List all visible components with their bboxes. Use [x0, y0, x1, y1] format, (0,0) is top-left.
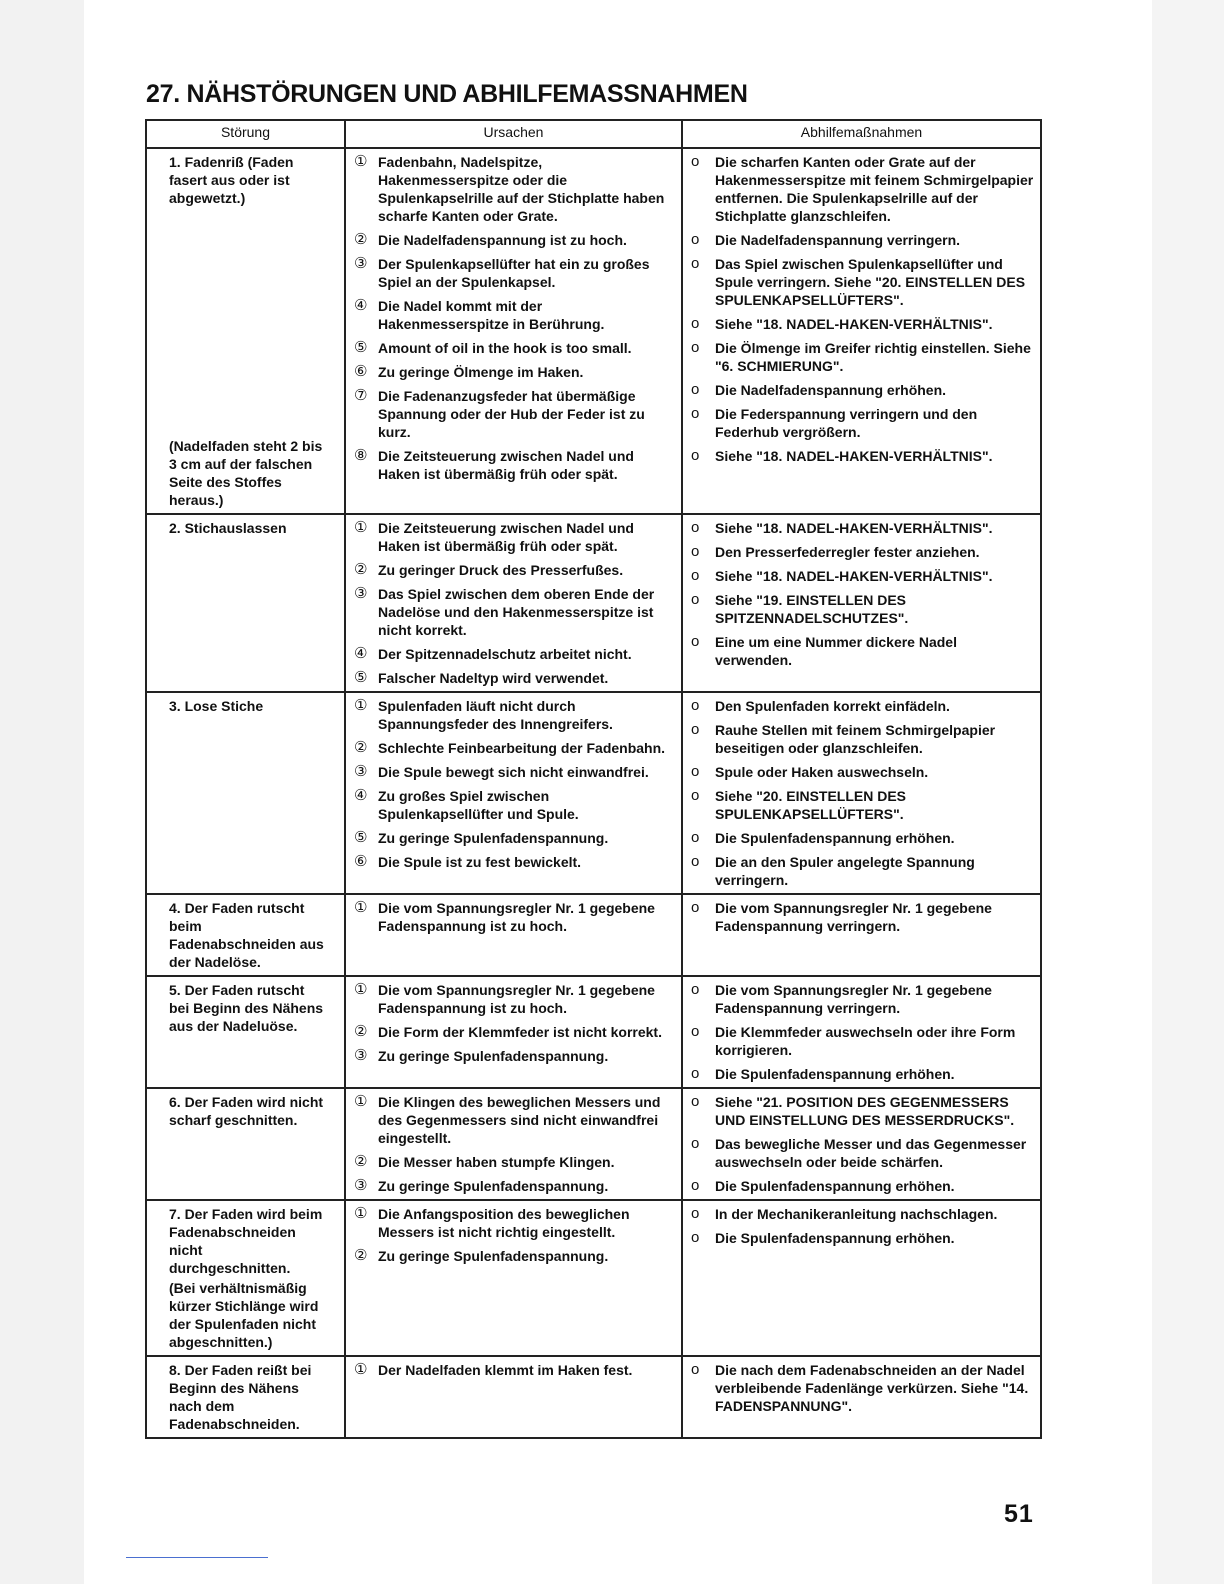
- remedy-item: [691, 787, 1034, 823]
- cause-cell: [345, 148, 682, 514]
- remedy-item: [691, 447, 1034, 465]
- remedy-text: In der Mechanikeranleitung nachschlagen.: [715, 1206, 998, 1222]
- table-row: [146, 1200, 1041, 1356]
- cause-number: ①: [354, 1361, 368, 1378]
- remedy-item: [691, 591, 1034, 627]
- cause-item: [354, 585, 675, 639]
- symptom-text: 2. Stichauslassen: [169, 520, 287, 536]
- bullet-icon: o: [691, 1229, 700, 1246]
- cause-number: ①: [354, 153, 368, 170]
- bullet-icon: o: [691, 829, 700, 846]
- cause-item: [354, 1247, 675, 1265]
- bullet-icon: o: [691, 1093, 700, 1110]
- cause-item: [354, 255, 675, 291]
- cause-text: Die Fadenanzugsfeder hat übermäßige Spannung oder der Hub der Feder ist zu kurz.: [378, 388, 645, 440]
- cause-item: [354, 981, 675, 1017]
- remedy-text: Rauhe Stellen mit feinem Schmirgelpapier beseitigen oder glanzschleifen.: [715, 722, 996, 756]
- cause-text: Die Klingen des beweglichen Messers und des Gegenmessers sind nicht einwandfrei eingestellt.: [378, 1094, 661, 1146]
- symptom-text: 5. Der Faden rutscht bei Beginn des Nähens aus der Nadeluöse.: [169, 982, 324, 1034]
- cause-text: Zu großes Spiel zwischen Spulenkapsellüfter und Spule.: [378, 788, 579, 822]
- remedy-item: [691, 519, 1034, 537]
- cause-number: ③: [354, 763, 368, 780]
- table-row: [146, 1356, 1041, 1438]
- remedy-item: [691, 829, 1034, 847]
- table-header-row: [146, 120, 1041, 148]
- bullet-icon: o: [691, 763, 700, 780]
- footer-rule: [126, 1557, 268, 1558]
- cause-text: Zu geringe Spulenfadenspannung.: [378, 1248, 609, 1264]
- cause-item: [354, 363, 675, 381]
- cause-number: ①: [354, 519, 368, 536]
- cause-text: Fadenbahn, Nadelspitze, Hakenmesserspitze oder die Spulenkapselrille auf der Stichplatte haben scharfe Kanten oder Grate.: [378, 154, 665, 224]
- cause-text: Zu geringe Spulenfadenspannung.: [378, 1178, 609, 1194]
- cause-item: [354, 1023, 675, 1041]
- cause-text: Das Spiel zwischen dem oberen Ende der Nadelöse und den Hakenmesserspitze ist nicht korrekt.: [378, 586, 655, 638]
- bullet-icon: o: [691, 339, 700, 356]
- cause-text: Die vom Spannungsregler Nr. 1 gegebene Fadenspannung ist zu hoch.: [378, 900, 655, 934]
- bullet-icon: o: [691, 231, 700, 248]
- remedy-text: Die nach dem Fadenabschneiden an der Nadel verbleibende Fadenlänge verkürzen. Siehe "14. FADENSPANNUNG".: [715, 1362, 1029, 1414]
- cause-item: [354, 787, 675, 823]
- cause-number: ④: [354, 297, 368, 314]
- cause-item: [354, 763, 675, 781]
- remedy-text: Die Klemmfeder auswechseln oder ihre Form korrigieren.: [715, 1024, 1016, 1058]
- remedy-item: [691, 1065, 1034, 1083]
- remedy-text: Siehe "19. EINSTELLEN DES SPITZENNADELSCHUTZES".: [715, 592, 909, 626]
- remedy-item: [691, 567, 1034, 585]
- cause-number: ⑦: [354, 387, 368, 404]
- remedy-text: Siehe "18. NADEL-HAKEN-VERHÄLTNIS".: [715, 520, 993, 536]
- remedy-item: [691, 543, 1034, 561]
- bullet-icon: o: [691, 1361, 700, 1378]
- remedy-text: Die Nadelfadenspannung verringern.: [715, 232, 961, 248]
- cause-number: ①: [354, 899, 368, 916]
- remedy-text: Die an den Spuler angelegte Spannung verringern.: [715, 854, 975, 888]
- cause-text: Spulenfaden läuft nicht durch Spannungsfeder des Innengreifers.: [378, 698, 613, 732]
- remedy-item: [691, 315, 1034, 333]
- cause-number: ⑥: [354, 363, 368, 380]
- cause-number: ④: [354, 787, 368, 804]
- header-remedy: Abhilfemaßnahmen: [682, 120, 1041, 148]
- bullet-icon: o: [691, 519, 700, 536]
- remedy-item: [691, 853, 1034, 889]
- cause-number: ②: [354, 561, 368, 578]
- table-row: [146, 692, 1041, 894]
- cause-text: Zu geringe Spulenfadenspannung.: [378, 1048, 609, 1064]
- bullet-icon: o: [691, 543, 700, 560]
- symptom-cell: [146, 1088, 345, 1200]
- cause-item: [354, 645, 675, 663]
- remedy-cell: [682, 148, 1041, 514]
- cause-cell: [345, 1356, 682, 1438]
- symptom-text: 7. Der Faden wird beim Fadenabschneiden nicht durchgeschnitten.: [169, 1206, 323, 1276]
- cause-item: [354, 231, 675, 249]
- remedy-item: [691, 1229, 1034, 1247]
- remedy-item: [691, 1135, 1034, 1171]
- remedy-cell: [682, 514, 1041, 692]
- cause-number: ①: [354, 697, 368, 714]
- remedy-cell: [682, 1088, 1041, 1200]
- symptom-text: 1. Fadenriß (Faden fasert aus oder ist abgewetzt.): [169, 154, 294, 206]
- cause-text: Der Nadelfaden klemmt im Haken fest.: [378, 1362, 633, 1378]
- cause-cell: [345, 976, 682, 1088]
- remedy-text: Die Federspannung verringern und den Federhub vergrößern.: [715, 406, 978, 440]
- cause-text: Die vom Spannungsregler Nr. 1 gegebene Fadenspannung ist zu hoch.: [378, 982, 655, 1016]
- cause-text: Schlechte Feinbearbeitung der Fadenbahn.: [378, 740, 666, 756]
- remedy-text: Siehe "18. NADEL-HAKEN-VERHÄLTNIS".: [715, 448, 993, 464]
- cause-item: [354, 447, 675, 483]
- cause-number: ②: [354, 231, 368, 248]
- remedy-item: [691, 231, 1034, 249]
- cause-number: ⑤: [354, 669, 368, 686]
- cause-number: ①: [354, 981, 368, 998]
- bullet-icon: o: [691, 1023, 700, 1040]
- bullet-icon: o: [691, 315, 700, 332]
- bullet-icon: o: [691, 1065, 700, 1082]
- page-margin-right: [1152, 0, 1224, 1584]
- remedy-item: [691, 153, 1034, 225]
- cause-item: [354, 829, 675, 847]
- remedy-item: [691, 1177, 1034, 1195]
- remedy-item: [691, 1023, 1034, 1059]
- bullet-icon: o: [691, 899, 700, 916]
- bullet-icon: o: [691, 405, 700, 422]
- cause-number: ②: [354, 1247, 368, 1264]
- page-number: 51: [1004, 1500, 1034, 1528]
- cause-number: ②: [354, 1023, 368, 1040]
- cause-number: ⑤: [354, 339, 368, 356]
- remedy-text: Siehe "18. NADEL-HAKEN-VERHÄLTNIS".: [715, 568, 993, 584]
- cause-item: [354, 739, 675, 757]
- bullet-icon: o: [691, 153, 700, 170]
- cause-number: ③: [354, 1177, 368, 1194]
- symptom-extra-note: (Nadelfaden steht 2 bis 3 cm auf der falschen Seite des Stoffes heraus.): [169, 438, 323, 508]
- bullet-icon: o: [691, 591, 700, 608]
- bullet-icon: o: [691, 255, 700, 272]
- remedy-text: Die Spulenfadenspannung erhöhen.: [715, 1066, 955, 1082]
- remedy-text: Die Nadelfadenspannung erhöhen.: [715, 382, 947, 398]
- cause-item: [354, 153, 675, 225]
- cause-number: ⑧: [354, 447, 368, 464]
- page-title: 27. NÄHSTÖRUNGEN UND ABHILFEMASSNAHMEN: [146, 80, 748, 108]
- remedy-item: [691, 899, 1034, 935]
- remedy-text: Die scharfen Kanten oder Grate auf der Hakenmesserspitze mit feinem Schmirgelpapier entfernen. Die Spulenkapselrille auf der Stichplatte glanzschleifen.: [715, 154, 1034, 224]
- cause-item: [354, 297, 675, 333]
- symptom-text: 6. Der Faden wird nicht scharf geschnitten.: [169, 1094, 324, 1128]
- table-row: [146, 148, 1041, 514]
- remedy-cell: [682, 894, 1041, 976]
- table-row: [146, 894, 1041, 976]
- remedy-item: [691, 381, 1034, 399]
- remedy-text: Die vom Spannungsregler Nr. 1 gegebene Fadenspannung verringern.: [715, 982, 992, 1016]
- cause-cell: [345, 1088, 682, 1200]
- cause-item: [354, 853, 675, 871]
- cause-text: Die Anfangsposition des beweglichen Messers ist nicht richtig eingestellt.: [378, 1206, 630, 1240]
- header-symptom: Störung: [146, 120, 345, 148]
- cause-text: Zu geringe Ölmenge im Haken.: [378, 364, 584, 380]
- cause-text: Die Nadelfadenspannung ist zu hoch.: [378, 232, 627, 248]
- symptom-note: (Bei verhältnismäßig kürzer Stichlänge wird der Spulenfaden nicht abgeschnitten.): [169, 1280, 319, 1350]
- remedy-item: [691, 255, 1034, 309]
- symptom-cell: [146, 692, 345, 894]
- remedy-item: [691, 1361, 1034, 1415]
- remedy-item: [691, 981, 1034, 1017]
- table-row: [146, 976, 1041, 1088]
- remedy-item: [691, 721, 1034, 757]
- table-row: [146, 1088, 1041, 1200]
- symptom-cell: [146, 1200, 345, 1356]
- cause-cell: [345, 894, 682, 976]
- cause-number: ①: [354, 1093, 368, 1110]
- cause-number: ⑤: [354, 829, 368, 846]
- cause-item: [354, 561, 675, 579]
- bullet-icon: o: [691, 633, 700, 650]
- cause-text: Der Spitzennadelschutz arbeitet nicht.: [378, 646, 632, 662]
- remedy-text: Die Ölmenge im Greifer richtig einstellen. Siehe "6. SCHMIERUNG".: [715, 340, 1031, 374]
- remedy-text: Den Presserfederregler fester anziehen.: [715, 544, 980, 560]
- cause-item: [354, 1177, 675, 1195]
- remedy-text: Spule oder Haken auswechseln.: [715, 764, 929, 780]
- remedy-text: Das bewegliche Messer und das Gegenmesser auswechseln oder beide schärfen.: [715, 1136, 1027, 1170]
- cause-number: ②: [354, 1153, 368, 1170]
- cause-number: ②: [354, 739, 368, 756]
- cause-cell: [345, 692, 682, 894]
- bullet-icon: o: [691, 1205, 700, 1222]
- remedy-item: [691, 405, 1034, 441]
- cause-text: Zu geringe Spulenfadenspannung.: [378, 830, 609, 846]
- remedy-cell: [682, 1200, 1041, 1356]
- cause-item: [354, 387, 675, 441]
- cause-cell: [345, 1200, 682, 1356]
- symptom-cell: [146, 514, 345, 692]
- remedy-cell: [682, 692, 1041, 894]
- remedy-text: Die Spulenfadenspannung erhöhen.: [715, 1230, 955, 1246]
- cause-text: Amount of oil in the hook is too small.: [378, 340, 632, 356]
- cause-item: [354, 339, 675, 357]
- cause-number: ⑥: [354, 853, 368, 870]
- cause-text: Die Form der Klemmfeder ist nicht korrekt.: [378, 1024, 662, 1040]
- remedy-item: [691, 763, 1034, 781]
- remedy-text: Den Spulenfaden korrekt einfädeln.: [715, 698, 950, 714]
- cause-text: Die Spule bewegt sich nicht einwandfrei.: [378, 764, 649, 780]
- bullet-icon: o: [691, 381, 700, 398]
- remedy-text: Die vom Spannungsregler Nr. 1 gegebene Fadenspannung verringern.: [715, 900, 992, 934]
- symptom-text: 4. Der Faden rutscht beim Fadenabschneiden aus der Nadelöse.: [169, 900, 324, 970]
- symptom-cell: [146, 894, 345, 976]
- remedy-item: [691, 1093, 1034, 1129]
- bullet-icon: o: [691, 981, 700, 998]
- remedy-text: Die Spulenfadenspannung erhöhen.: [715, 1178, 955, 1194]
- cause-text: Die Spule ist zu fest bewickelt.: [378, 854, 582, 870]
- cause-text: Die Zeitsteuerung zwischen Nadel und Haken ist übermäßig früh oder spät.: [378, 520, 634, 554]
- cause-number: ③: [354, 585, 368, 602]
- remedy-cell: [682, 976, 1041, 1088]
- cause-number: ①: [354, 1205, 368, 1222]
- remedy-item: [691, 697, 1034, 715]
- cause-item: [354, 1153, 675, 1171]
- bullet-icon: o: [691, 721, 700, 738]
- cause-item: [354, 1361, 675, 1379]
- symptom-cell: [146, 1356, 345, 1438]
- table-body: [146, 148, 1041, 1438]
- cause-number: ③: [354, 255, 368, 272]
- cause-item: [354, 1093, 675, 1147]
- remedy-text: Das Spiel zwischen Spulenkapsellüfter und Spule verringern. Siehe "20. EINSTELLEN DES SPULENKAPSELLÜFTERS".: [715, 256, 1026, 308]
- remedy-text: Siehe "21. POSITION DES GEGENMESSERS UND EINSTELLUNG DES MESSERDRUCKS".: [715, 1094, 1015, 1128]
- cause-item: [354, 669, 675, 687]
- remedy-item: [691, 339, 1034, 375]
- cause-text: Die Zeitsteuerung zwischen Nadel und Haken ist übermäßig früh oder spät.: [378, 448, 634, 482]
- bullet-icon: o: [691, 447, 700, 464]
- remedy-text: Siehe "20. EINSTELLEN DES SPULENKAPSELLÜFTERS".: [715, 788, 907, 822]
- cause-number: ④: [354, 645, 368, 662]
- bullet-icon: o: [691, 1135, 700, 1152]
- symptom-cell: [146, 148, 345, 514]
- cause-cell: [345, 514, 682, 692]
- table-row: [146, 514, 1041, 692]
- troubleshooting-table: [145, 119, 1042, 1439]
- symptom-text: 8. Der Faden reißt bei Beginn des Nähens nach dem Fadenabschneiden.: [169, 1362, 312, 1432]
- cause-text: Der Spulenkapsellüfter hat ein zu großes Spiel an der Spulenkapsel.: [378, 256, 650, 290]
- remedy-item: [691, 633, 1034, 669]
- cause-item: [354, 1205, 675, 1241]
- header-cause: Ursachen: [345, 120, 682, 148]
- bullet-icon: o: [691, 567, 700, 584]
- bullet-icon: o: [691, 1177, 700, 1194]
- bullet-icon: o: [691, 787, 700, 804]
- symptom-cell: [146, 976, 345, 1088]
- symptom-text: 3. Lose Stiche: [169, 698, 264, 714]
- cause-text: Die Messer haben stumpfe Klingen.: [378, 1154, 615, 1170]
- cause-text: Zu geringer Druck des Presserfußes.: [378, 562, 624, 578]
- cause-item: [354, 697, 675, 733]
- remedy-text: Die Spulenfadenspannung erhöhen.: [715, 830, 955, 846]
- remedy-cell: [682, 1356, 1041, 1438]
- remedy-text: Eine um eine Nummer dickere Nadel verwenden.: [715, 634, 957, 668]
- cause-item: [354, 1047, 675, 1065]
- cause-item: [354, 899, 675, 935]
- cause-text: Die Nadel kommt mit der Hakenmesserspitze in Berührung.: [378, 298, 605, 332]
- cause-item: [354, 519, 675, 555]
- bullet-icon: o: [691, 853, 700, 870]
- remedy-text: Siehe "18. NADEL-HAKEN-VERHÄLTNIS".: [715, 316, 993, 332]
- cause-number: ③: [354, 1047, 368, 1064]
- page-margin-left: [0, 0, 84, 1584]
- cause-text: Falscher Nadeltyp wird verwendet.: [378, 670, 609, 686]
- bullet-icon: o: [691, 697, 700, 714]
- remedy-item: [691, 1205, 1034, 1223]
